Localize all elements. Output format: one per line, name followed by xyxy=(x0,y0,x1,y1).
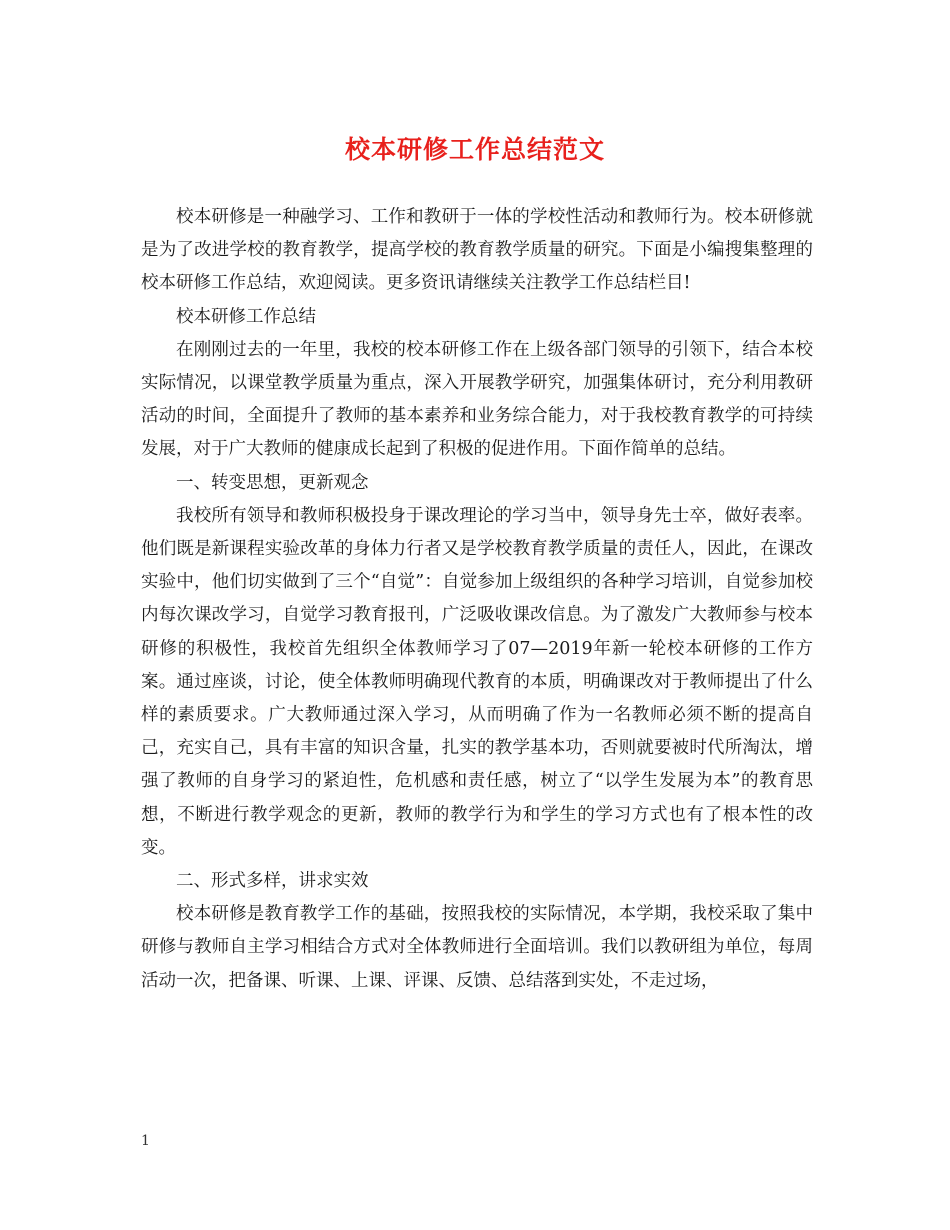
document-body xyxy=(141,201,813,998)
body-paragraph: 校本研修是教育教学工作的基础，按照我校的实际情况，本学期，我校采取了集中研修与教师自主学习相结合方式对全体教师进行全面培训。我们以教研组为单位，每周活动一次，把备课、听课、上课、评课、反馈、总结落到实处，不走过场， xyxy=(141,904,813,991)
section-heading: 校本研修工作总结 xyxy=(176,306,316,327)
body-paragraph: 我校所有领导和教师积极投身于课改理论的学习当中，领导身先士卒，做好表率。他们既是新课程实验改革的身体力行者又是学校教育教学质量的责任人，因此，在课改实验中，他们切实做到了三个“自觉”：自觉参加上级组织的各种学习培训，自觉参加校内每次课改学习，自觉学习教育报刊，广泛吸收课改信息。为了激发广大教师参与校本研修的积极性，我校首先组织全体教师学习了07—2019年新一轮校本研修的工作方案。通过座谈，讨论，使全体教师明确现代教育的本质，明确课改对于教师提出了什么样的素质要求。广大教师通过深入学习，从而明确了作为一名教师必须不断的提高自己，充实自己，具有丰富的知识含量，扎实的教学基本功，否则就要被时代所淘汰，增强了教师的自身学习的紧迫性，危机感和责任感，树立了“以学生发展为本”的教育思想，不断进行教学观念的更新，教师的教学行为和学生的学习方式也有了根本性的改变。 xyxy=(141,505,813,858)
body-paragraph: 在刚刚过去的一年里，我校的校本研修工作在上级各部门领导的引领下，结合本校实际情况，以课堂教学质量为重点，深入开展教学研究，加强集体研讨，充分利用教研活动的时间，全面提升了教师的基本素养和业务综合能力，对于我校教育教学的可持续发展，对于广大教师的健康成长起到了积极的促进作用。下面作简单的总结。 xyxy=(141,339,813,460)
section-heading: 二、形式多样，讲求实效 xyxy=(176,871,369,892)
intro-paragraph: 校本研修是一种融学习、工作和教研于一体的学校性活动和教师行为。校本研修就是为了改进学校的教育教学，提高学校的教育教学质量的研究。下面是小编搜集整理的校本研修工作总结，欢迎阅读。更多资讯请继续关注教学工作总结栏目! xyxy=(141,207,813,294)
section-heading: 一、转变思想，更新观念 xyxy=(176,472,369,493)
document-title: 校本研修工作总结范文 xyxy=(344,135,605,164)
page-number: 1 xyxy=(141,1133,150,1149)
